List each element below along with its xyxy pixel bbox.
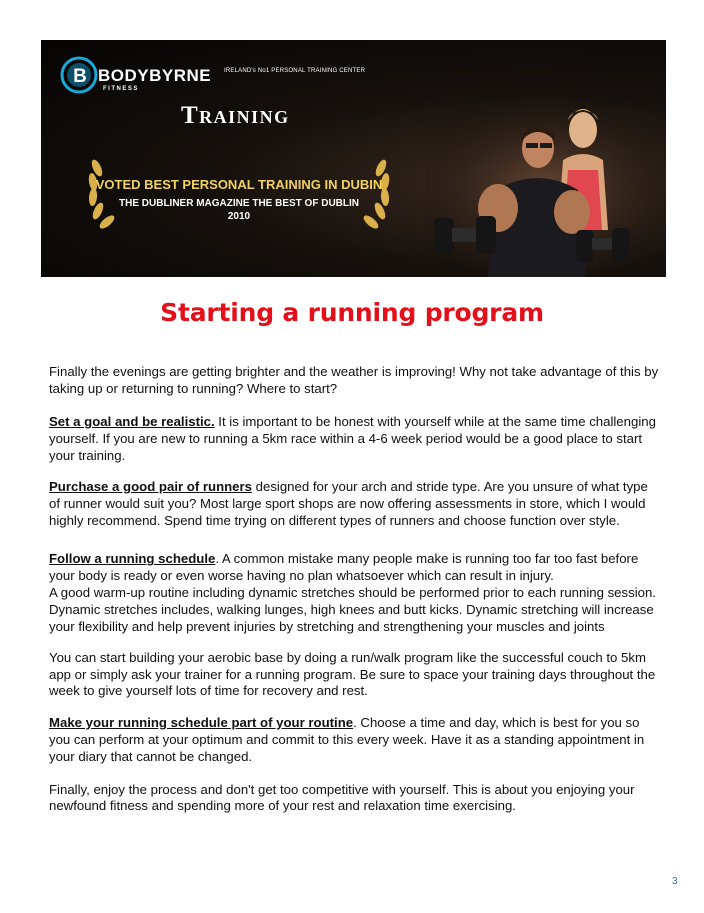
goal-paragraph [49,414,659,464]
schedule-text: . A common mistake many people make is running too far too fast before your body is ready or even worse having no plan whatsoever which can result in injury. [49,551,639,584]
routine-heading: Make your running schedule part of your routine [49,715,354,731]
runners-paragraph [49,479,659,529]
section-title: Training [181,102,290,129]
svg-text:B: B [73,66,87,87]
trainers-photo [426,90,666,277]
routine-paragraph [49,715,659,765]
runners-heading: Purchase a good pair of runners [49,478,252,494]
page-number: 3 [672,876,678,887]
intro-paragraph: Finally the evenings are getting brighter and the weather is improving! Why not take advantage of this by taking up or returning to running? Where to start? [49,364,659,396]
schedule-paragraph [49,551,659,585]
award-source: THE DUBLINER MAGAZINE THE BEST OF DUBLIN [119,198,359,209]
goal-heading: Set a goal and be realistic. [49,414,215,430]
brand-sub: FITNESS [103,86,139,92]
award-year: 2010 [227,211,251,222]
page-title: Starting a running program [160,298,544,327]
header-banner [41,40,666,277]
aerobic-paragraph: You can start building your aerobic base by doing a run/walk program like the successful couch to 5km app or simply ask your trainer for a running program. Be sure to space your training days throughout the week to give yourself lots of time for recovery and rest. [49,649,656,699]
goal-text: It is important to be honest with yourself while at the same time challenging yourself. If you are new to running a 5km race within a 4-6 week period would be a good place to start your training. [49,414,656,463]
warmup-paragraph: A good warm-up routine including dynamic stretches should be performed prior to each running session. Dynamic stretches includes, walking lunges, high knees and butt kicks. Dynamic stretching will increase your flexibility and help prevent injuries by stretching and strengthening your muscles and joints [49,584,656,634]
runners-text: designed for your arch and stride type. Are you unsure of what type of runner would suit you? Most large sport shops are now offering assessments in store, which I would highly recommend. Spend time trying on different types of runners and choose function over style. [49,478,648,528]
article-body [49,364,659,815]
award-title: VOTED BEST PERSONAL TRAINING IN DUBIN [95,177,383,192]
award-badge [79,148,399,238]
closing-paragraph: Finally, enjoy the process and don't get too competitive with yourself. This is about you enjoying your newfound fitness and spending more of your rest and relaxation time exercising. [49,781,635,814]
laurel-wreath-icon [79,148,399,238]
tagline: IRELAND's No1 PERSONAL TRAINING CENTER [224,68,366,74]
routine-text: . Choose a time and day, which is best for you so you can perform at your optimum and commit to this every week. Have it as a standing appointment in your diary that cannot be changed. [49,715,645,764]
schedule-heading: Follow a running schedule [49,551,216,567]
brand-name: BODYBYRNE [98,66,212,85]
bodybyrne-logo [59,54,219,96]
